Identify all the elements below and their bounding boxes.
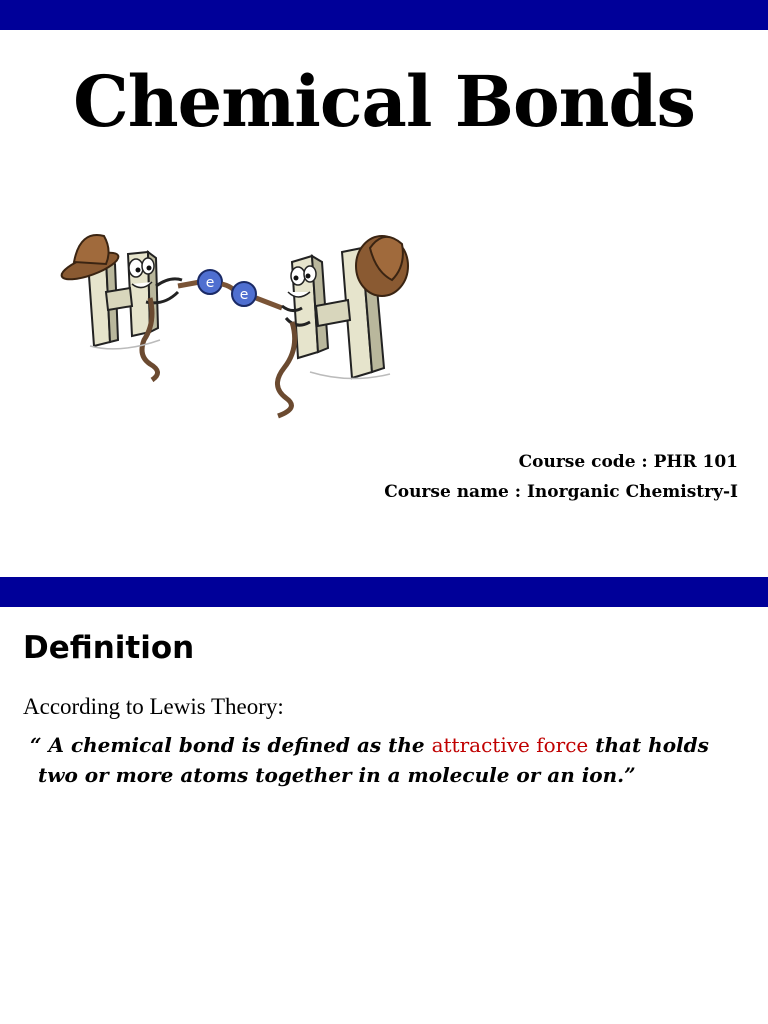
electron-left bbox=[198, 270, 222, 294]
definition-quote-line-1 bbox=[30, 733, 709, 757]
course-code: Course code : PHR 101 bbox=[518, 452, 738, 472]
top-band bbox=[0, 0, 768, 30]
slide-divider-band bbox=[0, 577, 768, 607]
svg-text:e: e bbox=[239, 287, 249, 303]
quote-highlight-attractive-force: attractive force bbox=[431, 733, 589, 757]
quote-text-end: that holds bbox=[588, 733, 709, 757]
hydrogen-tug-of-war-illustration bbox=[60, 222, 420, 422]
definition-heading: Definition bbox=[23, 630, 195, 666]
definition-quote-line-2: two or more atoms together in a molecule or an ion.” bbox=[38, 763, 636, 787]
course-name: Course name : Inorganic Chemistry-I bbox=[384, 482, 738, 502]
right-cowboy-hat bbox=[356, 236, 408, 296]
quote-text-start: “ A chemical bond is defined as the bbox=[30, 733, 432, 757]
lewis-theory-intro: According to Lewis Theory: bbox=[23, 694, 284, 719]
electron-right bbox=[232, 282, 256, 306]
slide-title: Chemical Bonds bbox=[73, 60, 695, 143]
svg-text:e: e bbox=[205, 275, 215, 291]
